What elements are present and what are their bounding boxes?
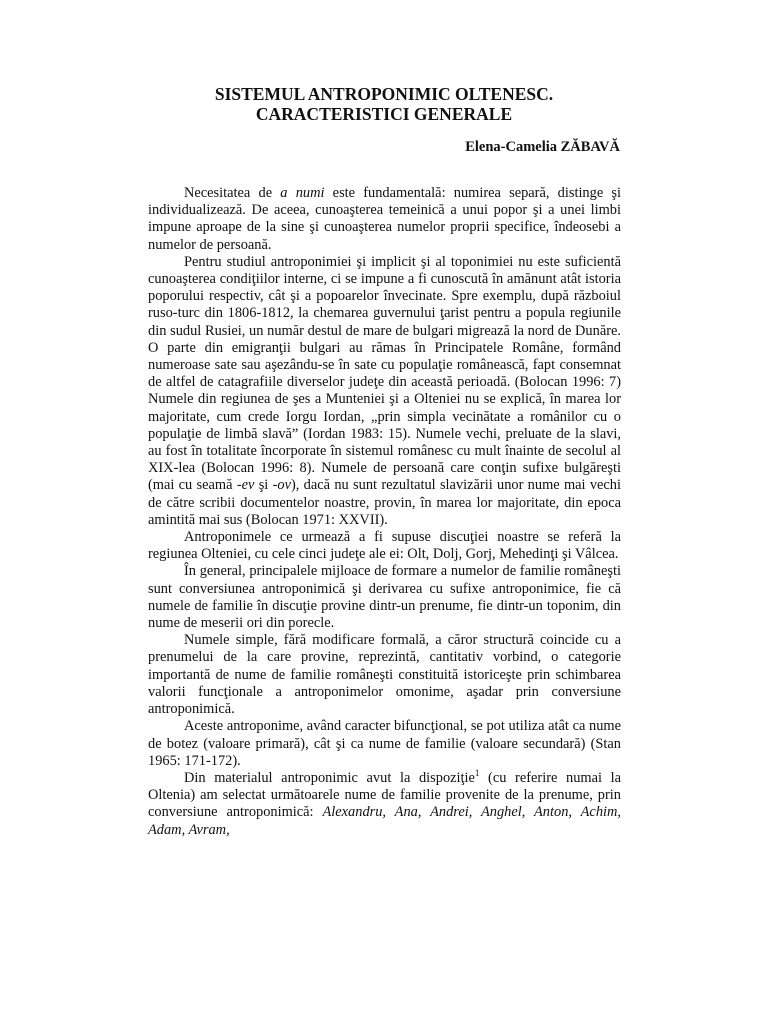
paragraph-7-text-a: Din materialul antroponimic avut la dispoziţie [184, 769, 475, 786]
paragraph-2 [148, 254, 621, 529]
paper-title [0, 84, 768, 124]
paragraph-4: În general, principalele mijloace de formare a numelor de familie româneşti sunt conversiunea antroponimică şi derivarea cu sufixe antroponimice, fie că numele de familie în discuţie provine dintr-un prenume, fie dintr-un toponim, din nume de meserii ori din porecle. [148, 563, 621, 632]
paragraph-6: Aceste antroponime, având caracter bifuncţional, se pot utiliza atât ca nume de botez (valoare primară), cât şi ca nume de familie (valoare secundară) (Stan 1965: 171-172). [148, 718, 621, 769]
footnote-marker[interactable]: 1 [474, 767, 480, 778]
suffix-ov: -ov [272, 477, 291, 494]
title-line-2: CARACTERISTICI GENERALE [255, 104, 513, 124]
suffix-ev: -ev [236, 477, 255, 494]
title-line-1: SISTEMUL ANTROPONIMIC OLTENESC. [214, 84, 554, 104]
paragraph-5: Numele simple, fără modificare formală, a căror structură coincide cu a prenumelui de la care provine, reprezintă, cantitativ vorbind, o categorie importantă de nume de familie româneşti constituită istoriceşte prin schimbarea valorii funcţionale a antroponimelor omonime, aşadar prin conversiune antroponimică. [148, 632, 621, 718]
paragraph-2-text-b: ), dacă nu sunt rezultatul slavizării unor nume mai vechi de către scribii documentelor noastre, provin, în marea lor majoritate, din epoca amintită mai sus (Bolocan 1971: XXVII). [148, 477, 621, 528]
paragraph-1-italic: a numi [280, 185, 325, 201]
author-name: Elena-Camelia ZĂBAVĂ [465, 139, 620, 155]
paragraph-3: Antroponimele ce urmează a fi supuse discuţiei noastre se referă la regiunea Olteniei, cu cele cinci judeţe ale ei: Olt, Dolj, Gorj, Mehedinţi şi Vâlcea. [148, 529, 621, 563]
paragraph-7 [148, 767, 622, 839]
name-list: Alexandru, Ana, Andrei, Anghel, Anton, Achim, Adam, Avram, [148, 804, 622, 838]
paragraph-2-text-a: Pentru studiul antroponimiei şi implicit şi al toponimiei nu este suficientă cunoaşterea condiţiilor interne, ci se impune a fi cunoscută în amănunt atât istoria poporului respectiv, cât şi a popoarelor învecinate. Spre exemplu, după războiul ruso-turc din 1806-1812, la chemarea guvernului ţarist pentru a popula regiunile din sudul Rusiei, un număr destul de mare de bulgari migrează la nord de Dunăre. O parte din emigranţii bulgari au rămas în Principatele Române, formând numeroase sate sau aşezându-se în sate cu populaţie românească, fapt consemnat de altfel de catagrafiile diverselor judeţe din această perioadă. (Bolocan 1996: 7) Numele din regiunea de şes a Munteniei şi a Olteniei nu se explică, în marea lor majoritate, cum crede Iorgu Iordan, „prin simpla vecinătate a românilor cu o populaţie de limbă slavă” (Iordan 1983: 15). Numele vechi, preluate de la slavi, au fost în totalitate încorporate în sistemul românesc cu mult înainte de secolul al XIX-lea (Bolocan 1996: 8). Numele de persoană care conţin sufixe bulgăreşti (mai cu seamă [148, 253, 621, 494]
paragraph-1 [148, 185, 621, 254]
paragraph-1-text-a: Necesitatea de [184, 185, 281, 201]
article-body [148, 185, 621, 839]
paragraph-7-text-b: (cu referire numai la Oltenia) am selectat următoarele nume de familie provenite de la prenume, prin conversiune antroponimică: [148, 769, 621, 821]
paragraph-2-text-mid: şi [254, 477, 273, 494]
paragraph-1-text-b: este fundamentală: numirea separă, distinge şi individualizează. De aceea, cunoaşterea temeinică a unui popor şi a unei limbi impune aproape de la sine şi cunoaşterea numelor proprii specifice, îndeosebi a numelor de persoană. [148, 185, 622, 253]
